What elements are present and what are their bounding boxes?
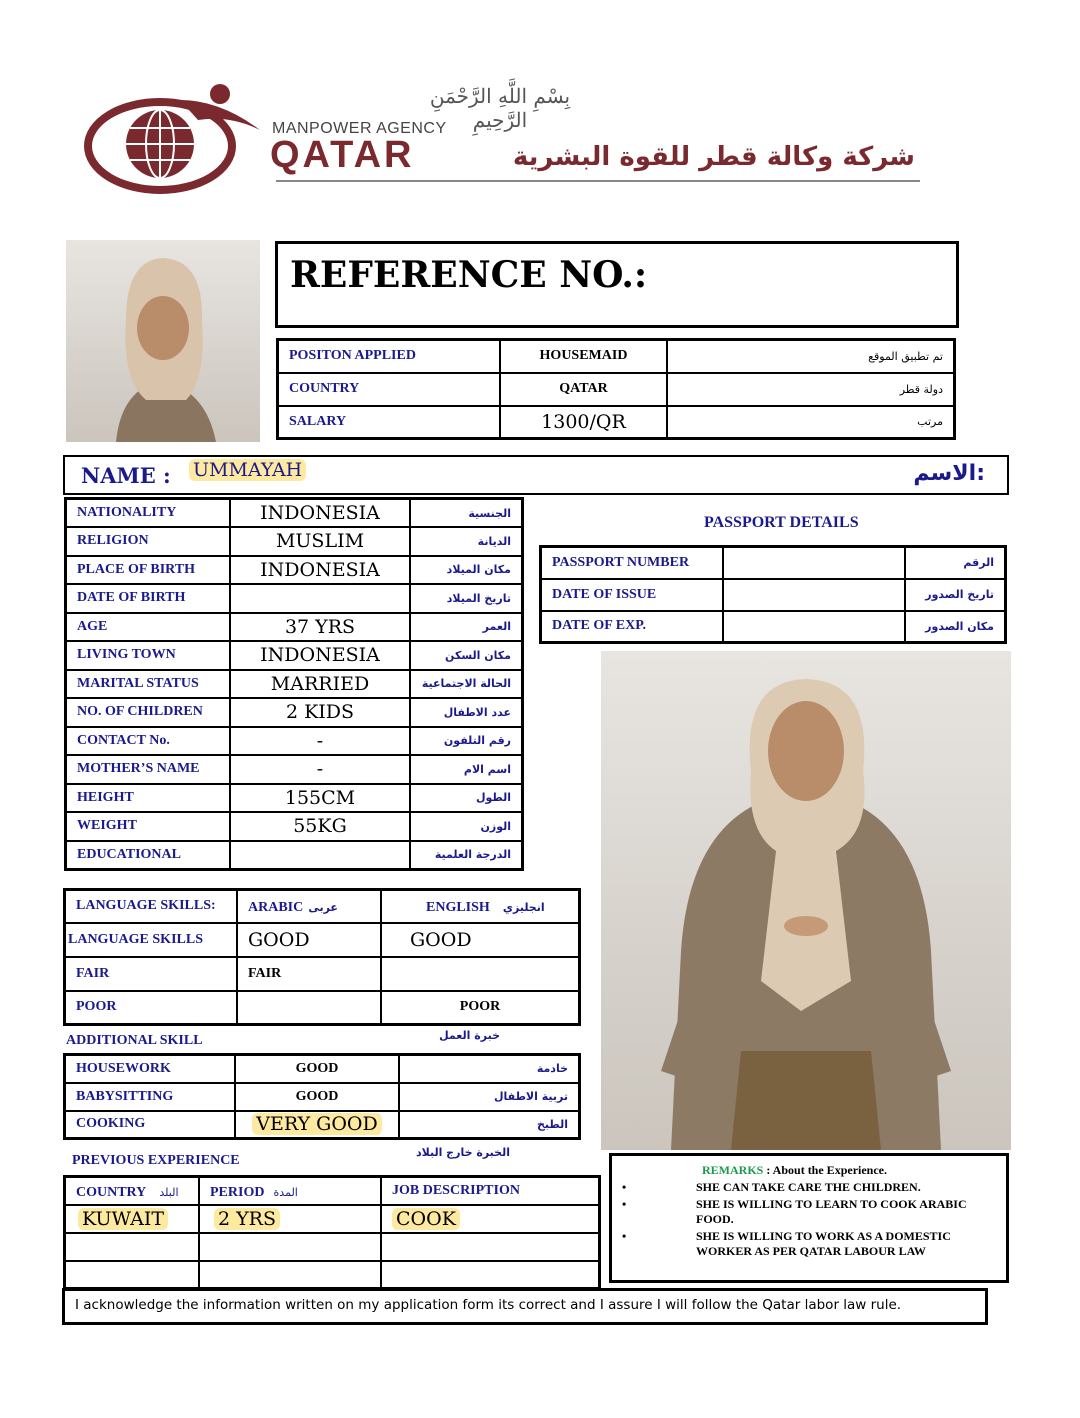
remarks-item [622, 1229, 998, 1259]
personal-arabic: اسم الام [410, 755, 523, 784]
personal-label: MARITAL STATUS [66, 670, 231, 699]
bismillah-calligraphy: بِسْمِ اللَّهِ الرَّحْمَنِ الرَّحِيمِ [429, 84, 571, 132]
personal-arabic: تاريخ الميلاد [410, 584, 523, 613]
exp-header-country-ar: البلد [159, 1185, 179, 1199]
exp-empty-cell [199, 1233, 381, 1261]
additional-value: GOOD [235, 1055, 399, 1083]
reference-label: REFERENCE NO.: [290, 254, 648, 296]
personal-row-marital-status [66, 670, 523, 699]
personal-label: NO. OF CHILDREN [66, 698, 231, 727]
remarks-item-text: SHE CAN TAKE CARE THE CHILDREN. [696, 1180, 921, 1194]
exp-row-country [65, 1205, 200, 1233]
language-table [63, 888, 581, 1026]
remarks-item [622, 1197, 998, 1227]
language-header-arabic [237, 890, 381, 923]
additional-value [235, 1111, 399, 1139]
exp-header-period-ar: المدة [273, 1185, 298, 1199]
passport-value [723, 547, 905, 579]
remarks-subtitle: : About the Experience. [766, 1163, 887, 1177]
personal-row-mother-s-name [66, 755, 523, 784]
position-arabic: تم تطبيق الموقع [667, 340, 955, 373]
personal-label: NATIONALITY [66, 499, 231, 528]
additional-value: GOOD [235, 1083, 399, 1111]
remarks-list [622, 1180, 998, 1259]
remarks-title: REMARKS [702, 1163, 764, 1177]
additional-arabic: خادمة [399, 1055, 580, 1083]
personal-value: 2 KIDS [230, 698, 410, 727]
personal-arabic: الطول [410, 784, 523, 813]
bullet-icon: • [622, 1197, 627, 1211]
experience-table [63, 1175, 601, 1290]
language-row-label: LANGUAGE SKILLS [65, 923, 238, 957]
exp-row-period [199, 1205, 381, 1233]
experience-title: PREVIOUS EXPERIENCE [72, 1153, 240, 1168]
personal-value: 155CM [230, 784, 410, 813]
acknowledgement-box [62, 1288, 988, 1325]
additional-value-text: VERY GOOD [252, 1113, 381, 1135]
personal-value [230, 841, 410, 870]
passport-arabic: الرقم [905, 547, 1006, 579]
exp-header-period [199, 1177, 381, 1205]
name-label: NAME : [81, 463, 171, 488]
exp-header-period-label: PERIOD [210, 1184, 265, 1200]
exp-empty-cell [65, 1233, 200, 1261]
agency-logo [80, 80, 270, 200]
exp-empty-cell [381, 1233, 600, 1261]
salary-label: SALARY [278, 406, 501, 439]
personal-value: MARRIED [230, 670, 410, 699]
additional-label: HOUSEWORK [65, 1055, 236, 1083]
passport-arabic: تاريخ الصدور [905, 579, 1006, 611]
remarks-box [609, 1153, 1009, 1283]
arabic-col-label: ARABIC [248, 900, 304, 916]
reference-box [275, 241, 959, 328]
passport-row-date-of-exp [541, 611, 1006, 643]
personal-row-no-of-children [66, 698, 523, 727]
name-row [63, 455, 1009, 495]
exp-empty-cell [65, 1261, 200, 1289]
personal-row-weight [66, 812, 523, 841]
personal-row-place-of-birth [66, 556, 523, 585]
passport-arabic: مكان الصدور [905, 611, 1006, 643]
personal-arabic: الجنسية [410, 499, 523, 528]
personal-label: LIVING TOWN [66, 641, 231, 670]
salary-arabic: مرتب [667, 406, 955, 439]
passport-value [723, 579, 905, 611]
personal-row-age [66, 613, 523, 642]
personal-label: DATE OF BIRTH [66, 584, 231, 613]
personal-arabic: الحالة الاجتماعية [410, 670, 523, 699]
personal-row-contact-no [66, 727, 523, 756]
agency-name-arabic: شركة وكالة قطر للقوة البشرية [512, 142, 915, 172]
personal-label: HEIGHT [66, 784, 231, 813]
exp-empty-cell [381, 1261, 600, 1289]
agency-name-big: QATAR [270, 134, 415, 176]
bullet-icon: • [622, 1229, 627, 1243]
salary-value: 1300/QR [500, 406, 667, 439]
personal-row-living-town [66, 641, 523, 670]
passport-value [723, 611, 905, 643]
position-value: HOUSEMAID [500, 340, 667, 373]
passport-label: PASSPORT NUMBER [541, 547, 724, 579]
additional-row-babysitting [65, 1083, 580, 1111]
exp-row-job [381, 1205, 600, 1233]
personal-value: INDONESIA [230, 641, 410, 670]
english-col-label: ENGLISH [426, 900, 490, 916]
personal-arabic: الدرجة العلمية [410, 841, 523, 870]
acknowledgement-text: I acknowledge the information written on my application form its correct and I assure I will follow the Qatar labor law rule. [75, 1297, 902, 1313]
exp-row-country-text: KUWAIT [78, 1208, 168, 1230]
language-header-english [381, 890, 580, 923]
additional-skill-title-ar: خبرة العمل [439, 1029, 500, 1042]
personal-row-educational [66, 841, 523, 870]
personal-details-table [64, 497, 524, 871]
additional-row-housework [65, 1055, 580, 1083]
language-fair-label: FAIR [65, 957, 238, 991]
remarks-item [622, 1180, 998, 1195]
personal-label: RELIGION [66, 527, 231, 556]
exp-row-job-text: COOK [392, 1208, 460, 1230]
personal-value: - [230, 727, 410, 756]
language-arabic-value: GOOD [237, 923, 381, 957]
remarks-heading [702, 1163, 887, 1178]
personal-row-height [66, 784, 523, 813]
name-value: UMMAYAH [189, 459, 306, 481]
exp-header-country-label: COUNTRY [76, 1184, 147, 1200]
arabic-col-label-ar: عربى [308, 901, 338, 915]
candidate-photo-large [601, 651, 1011, 1150]
exp-row-period-text: 2 YRS [214, 1208, 280, 1230]
remarks-item-text: SHE IS WILLING TO LEARN TO COOK ARABIC FOOD. [696, 1197, 967, 1226]
personal-value: INDONESIA [230, 499, 410, 528]
personal-value: INDONESIA [230, 556, 410, 585]
personal-row-date-of-birth [66, 584, 523, 613]
passport-table [539, 545, 1007, 644]
additional-row-cooking [65, 1111, 580, 1139]
passport-row-passport-number [541, 547, 1006, 579]
country-label: COUNTRY [278, 373, 501, 406]
personal-value: MUSLIM [230, 527, 410, 556]
position-label: POSITON APPLIED [278, 340, 501, 373]
passport-title: PASSPORT DETAILS [704, 514, 859, 531]
personal-arabic: مكان الميلاد [410, 556, 523, 585]
language-english-value: GOOD [381, 923, 580, 957]
country-arabic: دولة قطر [667, 373, 955, 406]
additional-arabic: الطبخ [399, 1111, 580, 1139]
personal-arabic: الديانة [410, 527, 523, 556]
exp-header-country [65, 1177, 200, 1205]
language-poor-arabic [237, 991, 381, 1025]
personal-row-nationality [66, 499, 523, 528]
personal-value: - [230, 755, 410, 784]
language-header-label: LANGUAGE SKILLS: [65, 890, 238, 923]
remarks-item-text: SHE IS WILLING TO WORK AS A DOMESTIC WORKER AS PER QATAR LABOUR LAW [696, 1229, 951, 1258]
header-divider [276, 180, 920, 182]
additional-label: COOKING [65, 1111, 236, 1139]
additional-label: BABYSITTING [65, 1083, 236, 1111]
passport-label: DATE OF EXP. [541, 611, 724, 643]
language-poor-english: POOR [381, 991, 580, 1025]
personal-value: 55KG [230, 812, 410, 841]
additional-arabic: تربية الاطفال [399, 1083, 580, 1111]
personal-value: 37 YRS [230, 613, 410, 642]
country-value: QATAR [500, 373, 667, 406]
language-fair-arabic: FAIR [237, 957, 381, 991]
personal-label: WEIGHT [66, 812, 231, 841]
personal-label: PLACE OF BIRTH [66, 556, 231, 585]
experience-title-ar: الخبرة خارج البلاد [415, 1146, 510, 1159]
position-table [276, 338, 956, 440]
additional-skill-title: ADDITIONAL SKILL [66, 1033, 203, 1048]
personal-arabic: مكان السكن [410, 641, 523, 670]
personal-label: EDUCATIONAL [66, 841, 231, 870]
personal-arabic: رقم التلفون [410, 727, 523, 756]
personal-label: MOTHER’S NAME [66, 755, 231, 784]
agency-name-small: MANPOWER AGENCY [272, 120, 447, 137]
personal-arabic: عدد الاطفال [410, 698, 523, 727]
language-fair-english [381, 957, 580, 991]
personal-arabic: العمر [410, 613, 523, 642]
personal-value [230, 584, 410, 613]
exp-empty-cell [199, 1261, 381, 1289]
personal-row-religion [66, 527, 523, 556]
name-arabic: :الاسم [913, 461, 985, 486]
passport-label: DATE OF ISSUE [541, 579, 724, 611]
language-poor-label: POOR [65, 991, 238, 1025]
personal-label: AGE [66, 613, 231, 642]
exp-header-job: JOB DESCRIPTION [381, 1177, 600, 1205]
candidate-photo-small [66, 240, 260, 442]
bullet-icon: • [622, 1180, 627, 1194]
passport-row-date-of-issue [541, 579, 1006, 611]
english-col-label-ar: انجليزي [502, 901, 545, 915]
additional-skill-table [63, 1053, 581, 1140]
personal-label: CONTACT No. [66, 727, 231, 756]
personal-arabic: الوزن [410, 812, 523, 841]
